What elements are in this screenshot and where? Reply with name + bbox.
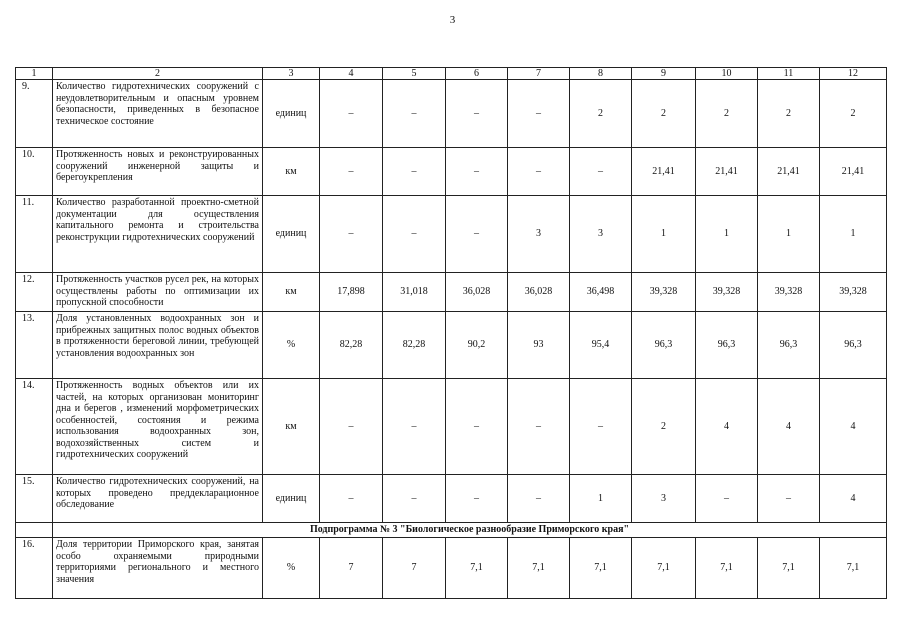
row-number: 13. [16, 312, 53, 379]
value-cell: 7 [320, 538, 383, 599]
value-cell: 90,2 [446, 312, 508, 379]
indicator-name: Количество разработанной проектно-сметной документации для осуществления капитального ремонта и строительства реконструкции гидротехнических сооружений [53, 196, 263, 273]
row-number: 14. [16, 379, 53, 475]
value-cell: 39,328 [632, 273, 696, 312]
section-blank-cell [16, 523, 53, 538]
value-cell: 7,1 [570, 538, 632, 599]
value-cell: 1 [758, 196, 820, 273]
table-row [16, 148, 887, 196]
unit-cell: км [263, 148, 320, 196]
page-number: 3 [449, 14, 456, 26]
value-cell: – [570, 379, 632, 475]
value-cell: 82,28 [320, 312, 383, 379]
value-cell: – [383, 475, 446, 523]
value-cell: 7,1 [758, 538, 820, 599]
value-cell: – [446, 196, 508, 273]
value-cell: 2 [632, 80, 696, 148]
value-cell: 1 [570, 475, 632, 523]
table-row [16, 196, 887, 273]
value-cell: 2 [820, 80, 887, 148]
value-cell: 3 [570, 196, 632, 273]
column-header: 5 [383, 68, 446, 80]
value-cell: 7,1 [508, 538, 570, 599]
value-cell: – [508, 80, 570, 148]
indicator-name: Протяженность новых и реконструированных сооружений инженерной защиты и берегоукрепления [53, 148, 263, 196]
value-cell: 7,1 [446, 538, 508, 599]
value-cell: 1 [820, 196, 887, 273]
value-cell: – [320, 475, 383, 523]
indicators-table [15, 67, 887, 599]
value-cell: – [383, 148, 446, 196]
table-row [16, 312, 887, 379]
unit-cell: % [263, 538, 320, 599]
row-number: 9. [16, 80, 53, 148]
value-cell: 7,1 [820, 538, 887, 599]
table-row [16, 80, 887, 148]
value-cell: 7 [383, 538, 446, 599]
value-cell: 96,3 [758, 312, 820, 379]
row-number: 16. [16, 538, 53, 599]
column-header: 6 [446, 68, 508, 80]
table-row [16, 273, 887, 312]
value-cell: 39,328 [696, 273, 758, 312]
value-cell: 1 [632, 196, 696, 273]
value-cell: – [696, 475, 758, 523]
row-number: 10. [16, 148, 53, 196]
indicator-name: Количество гидротехнических сооружений с неудовлетворительным и опасным уровнем безопасности, приведенных в безопасное техническое состояние [53, 80, 263, 148]
row-number: 12. [16, 273, 53, 312]
table-row [16, 475, 887, 523]
value-cell: – [383, 379, 446, 475]
unit-cell: % [263, 312, 320, 379]
value-cell: – [508, 148, 570, 196]
unit-cell: км [263, 273, 320, 312]
section-row [16, 523, 887, 538]
unit-cell: единиц [263, 80, 320, 148]
column-header: 1 [16, 68, 53, 80]
column-header: 9 [632, 68, 696, 80]
value-cell: 96,3 [632, 312, 696, 379]
column-header: 11 [758, 68, 820, 80]
table-row [16, 538, 887, 599]
row-number: 11. [16, 196, 53, 273]
value-cell: 36,028 [508, 273, 570, 312]
indicator-name: Количество гидротехнических сооружений, на которых проведено преддекларационное обследование [53, 475, 263, 523]
indicator-name: Доля территории Приморского края, занятая особо охраняемыми природными территориями регионального и местного значения [53, 538, 263, 599]
value-cell: – [446, 148, 508, 196]
value-cell: 39,328 [758, 273, 820, 312]
value-cell: 21,41 [696, 148, 758, 196]
value-cell: 93 [508, 312, 570, 379]
table-header-row [16, 68, 887, 80]
column-header: 10 [696, 68, 758, 80]
section-title: Подпрограмма № 3 "Биологическое разнообразие Приморского края" [53, 523, 887, 538]
value-cell: 2 [696, 80, 758, 148]
column-header: 2 [53, 68, 263, 80]
unit-cell: единиц [263, 196, 320, 273]
value-cell: – [320, 196, 383, 273]
column-header: 3 [263, 68, 320, 80]
value-cell: 7,1 [632, 538, 696, 599]
value-cell: 4 [758, 379, 820, 475]
indicator-name: Доля установленных водоохранных зон и прибрежных защитных полос водных объектов в протяженности береговой линии, требующей установления водоохранных зон [53, 312, 263, 379]
value-cell: 96,3 [696, 312, 758, 379]
value-cell: – [758, 475, 820, 523]
unit-cell: единиц [263, 475, 320, 523]
value-cell: – [320, 148, 383, 196]
value-cell: – [383, 196, 446, 273]
column-header: 8 [570, 68, 632, 80]
column-header: 12 [820, 68, 887, 80]
value-cell: – [570, 148, 632, 196]
value-cell: 31,018 [383, 273, 446, 312]
value-cell: 17,898 [320, 273, 383, 312]
value-cell: 3 [508, 196, 570, 273]
value-cell: 21,41 [820, 148, 887, 196]
value-cell: – [320, 379, 383, 475]
column-header: 7 [508, 68, 570, 80]
row-number: 15. [16, 475, 53, 523]
value-cell: 2 [758, 80, 820, 148]
value-cell: 21,41 [632, 148, 696, 196]
value-cell: 21,41 [758, 148, 820, 196]
value-cell: 3 [632, 475, 696, 523]
value-cell: – [446, 475, 508, 523]
unit-cell: км [263, 379, 320, 475]
value-cell: – [508, 379, 570, 475]
table-row [16, 379, 887, 475]
value-cell: 96,3 [820, 312, 887, 379]
value-cell: 4 [820, 475, 887, 523]
value-cell: 36,498 [570, 273, 632, 312]
value-cell: – [508, 475, 570, 523]
value-cell: 36,028 [446, 273, 508, 312]
value-cell: 7,1 [696, 538, 758, 599]
value-cell: – [446, 379, 508, 475]
indicator-name: Протяженность водных объектов или их частей, на которых организован мониторинг дна и берегов , изменений морфометрических особенностей, состояния и режима использования водоохранных зон, водохозяйственных систем и гидротехнических сооружений [53, 379, 263, 475]
value-cell: 2 [570, 80, 632, 148]
value-cell: 4 [696, 379, 758, 475]
value-cell: 39,328 [820, 273, 887, 312]
indicator-name: Протяженность участков русел рек, на которых осуществлены работы по оптимизации их пропускной способности [53, 273, 263, 312]
column-header: 4 [320, 68, 383, 80]
value-cell: – [383, 80, 446, 148]
value-cell: – [446, 80, 508, 148]
value-cell: 95,4 [570, 312, 632, 379]
value-cell: 82,28 [383, 312, 446, 379]
value-cell: 1 [696, 196, 758, 273]
value-cell: 4 [820, 379, 887, 475]
value-cell: 2 [632, 379, 696, 475]
value-cell: – [320, 80, 383, 148]
